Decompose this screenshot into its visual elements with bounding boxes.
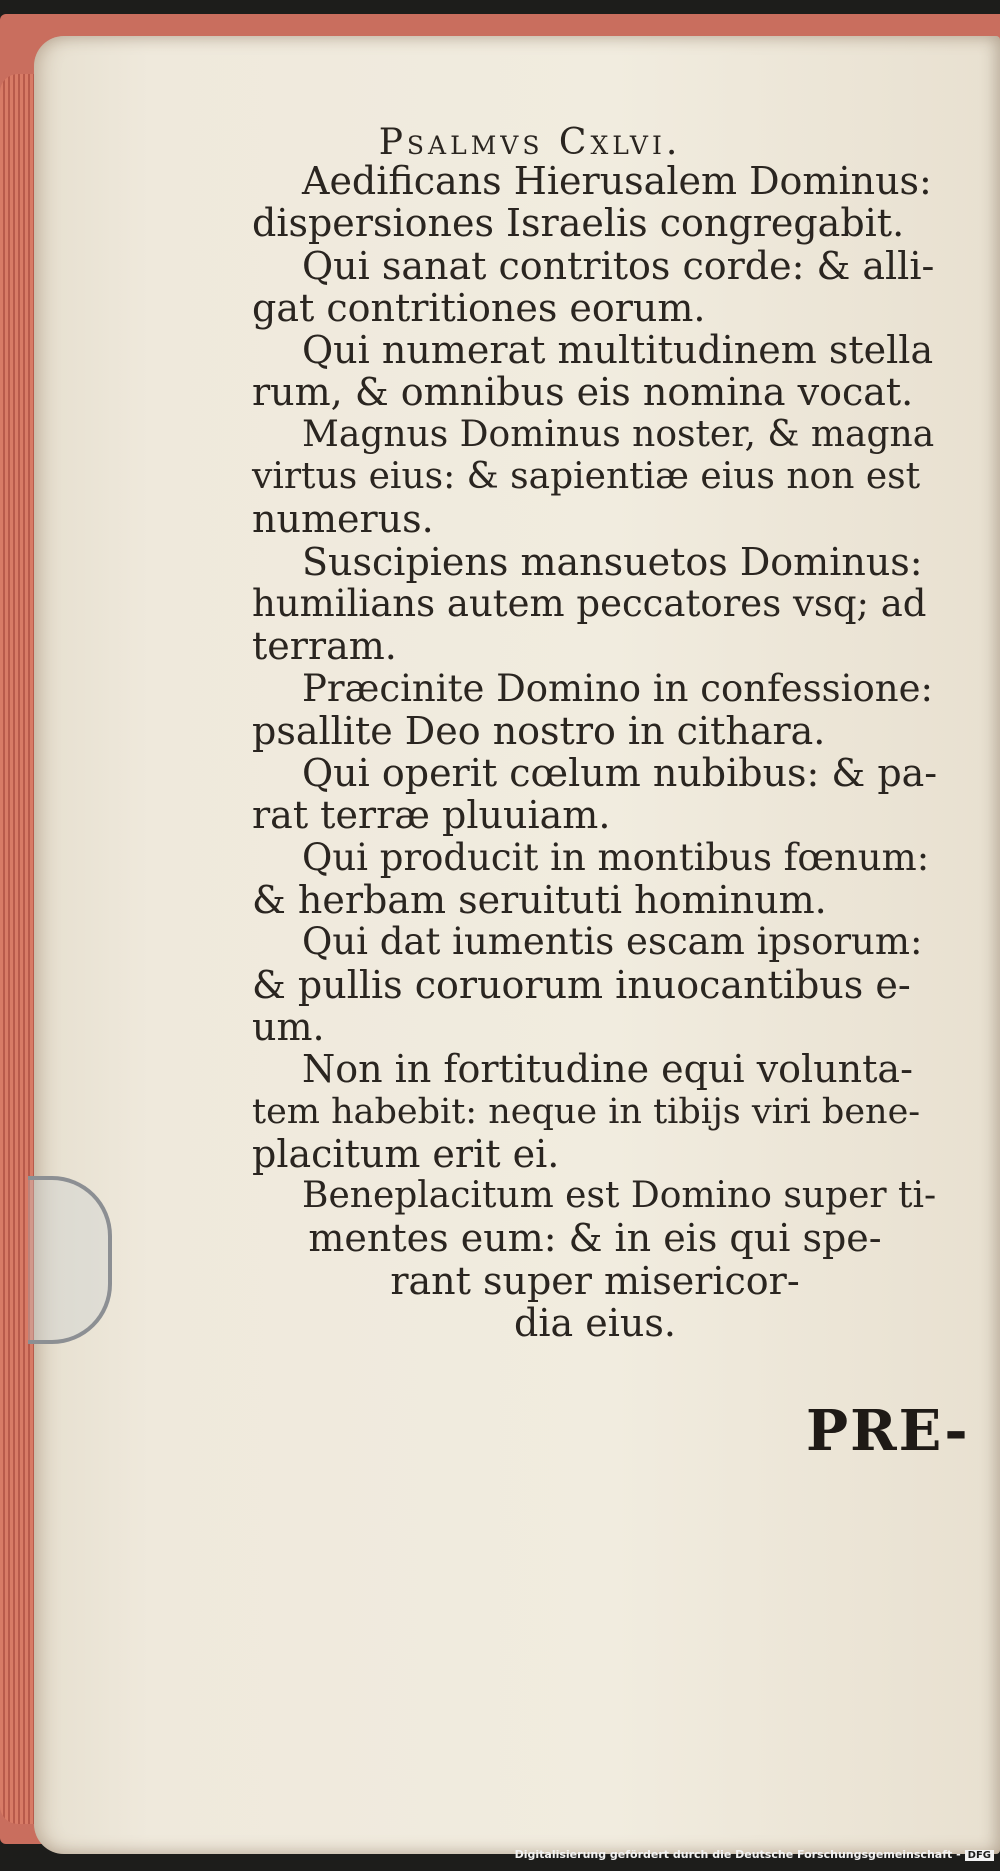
text-line: Qui numerat multitudinem stella <box>302 328 934 373</box>
text-line: Præcinite Domino in confessione: <box>302 666 933 710</box>
text-line: rum, & omnibus eis nomina vocat. <box>252 370 914 415</box>
running-header: Psalmvs Cxlvi. <box>378 122 682 163</box>
text-line: mentes eum: & in eis qui spe- <box>308 1216 882 1261</box>
text-line: humilians autem peccatores vsq; ad <box>252 581 927 625</box>
text-line: tem habebit: neque in tibijs viri bene- <box>252 1091 921 1132</box>
text-line: virtus eius: & sapientiæ eius non est <box>252 456 921 498</box>
text-line: & herbam seruituti hominum. <box>252 878 827 923</box>
text-line: dispersiones Israelis congregabit. <box>252 201 905 246</box>
page-clip <box>28 1176 112 1344</box>
text-line: um. <box>252 1004 325 1049</box>
text-line: Qui dat iumentis escam ipsorum: <box>302 920 923 964</box>
credit-text: Digitalisierung gefördert durch die Deutsche Forschungsgemeinschaft - <box>514 1848 961 1861</box>
text-line: gat contritiones eorum. <box>252 285 706 330</box>
text-line: rat terræ pluuiam. <box>252 793 611 838</box>
dfg-logo: DFG <box>965 1850 994 1861</box>
text-line: Magnus Dominus noster, & magna <box>302 413 935 455</box>
text-line: & pullis coruorum inuocantibus e- <box>252 962 911 1007</box>
text-line: Beneplacitum est Domino super ti- <box>302 1175 937 1217</box>
text-line: Qui producit in montibus fœnum: <box>302 835 930 879</box>
text-line: Non in fortitudine equi volunta- <box>302 1047 913 1092</box>
text-line: Qui operit cœlum nubibus: & pa- <box>302 751 938 796</box>
psalm-text <box>252 160 938 1344</box>
text-line: numerus. <box>252 497 434 542</box>
digitization-credit <box>515 1848 994 1861</box>
catchword: PRE- <box>806 1398 970 1464</box>
text-line: Suscipiens mansuetos Dominus: <box>302 539 923 584</box>
text-line: placitum erit ei. <box>252 1131 560 1176</box>
text-line: rant super misericor- <box>390 1258 800 1303</box>
text-line: Aedificans Hierusalem Dominus: <box>302 159 932 203</box>
text-line: terram. <box>252 624 397 669</box>
text-line: psallite Deo nostro in cithara. <box>252 708 826 753</box>
text-line: dia eius. <box>514 1301 676 1346</box>
text-line: Qui sanat contritos corde: & alli- <box>302 243 935 288</box>
